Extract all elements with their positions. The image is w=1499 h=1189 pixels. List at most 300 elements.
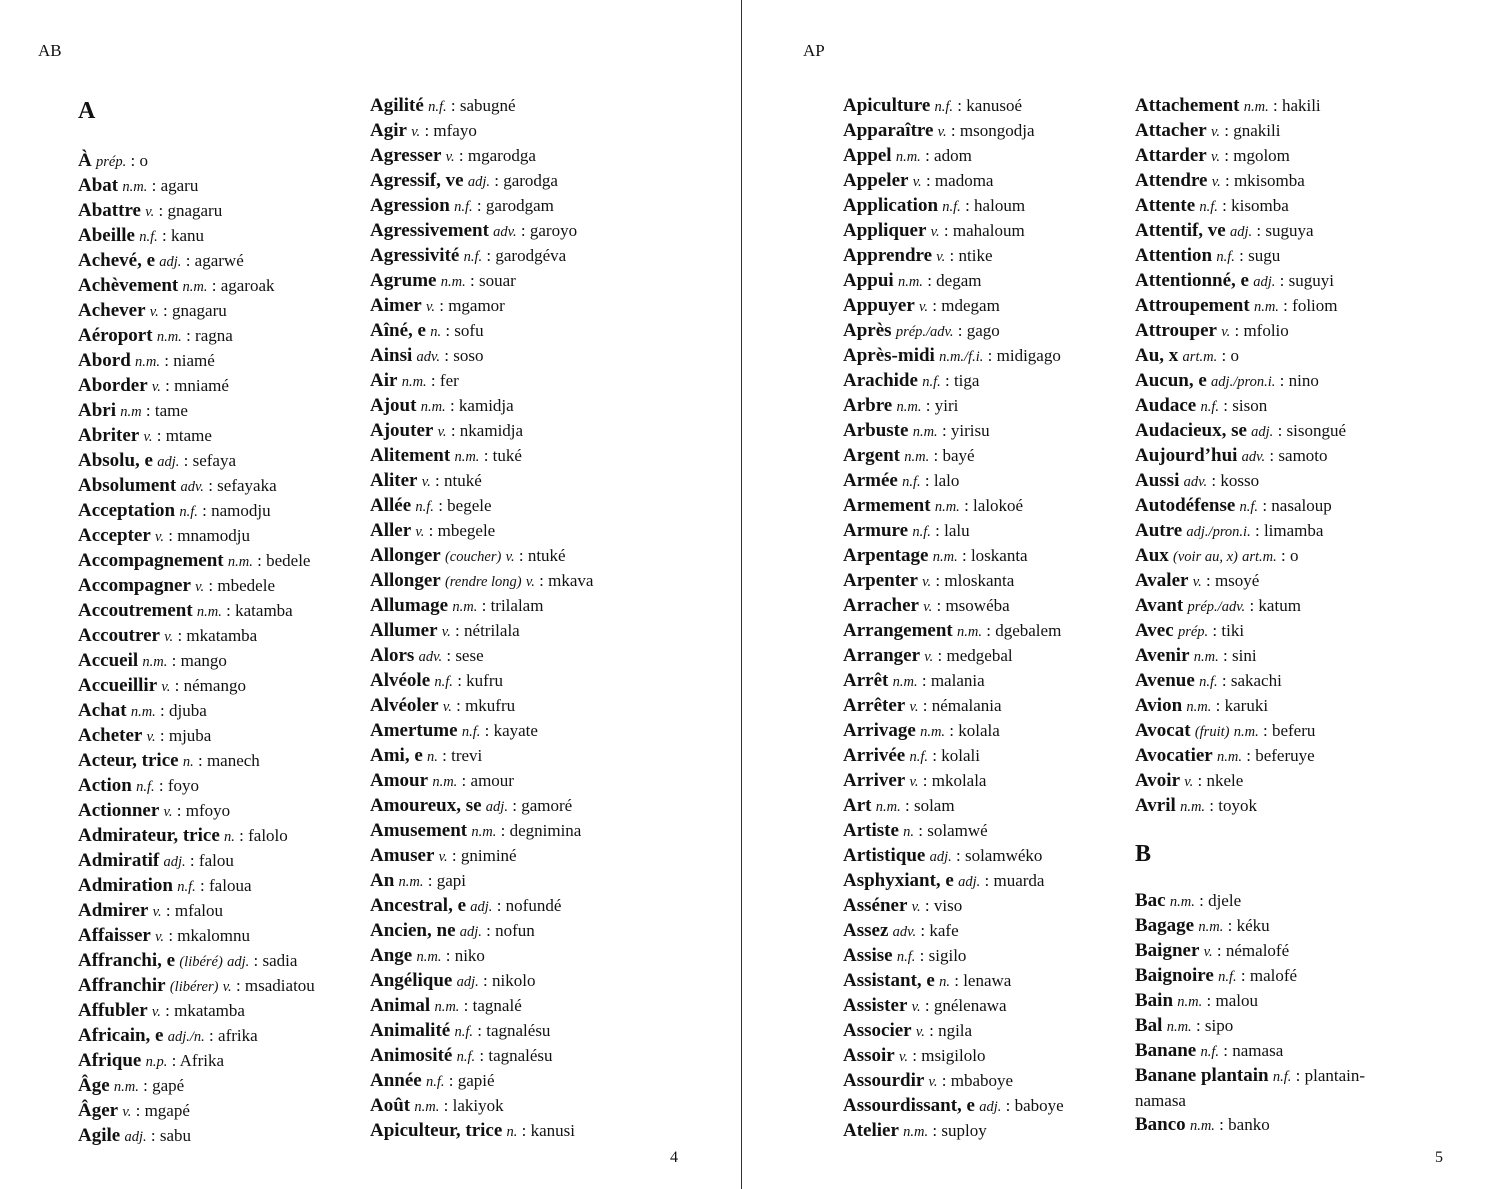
- dictionary-entry: Août n.m. : lakiyok: [370, 1095, 504, 1116]
- entry-headword: Air: [370, 370, 398, 391]
- entry-part-of-speech: n.f.: [463, 249, 483, 265]
- dictionary-entry: Allumer v. : nétrilala: [370, 620, 520, 641]
- entry-headword: Amoureux, se: [370, 795, 482, 816]
- entry-headword: Assise: [843, 945, 893, 966]
- entry-part-of-speech: n.f.: [912, 524, 931, 540]
- dictionary-entry: Ajouter v. : nkamidja: [370, 420, 524, 441]
- entry-part-of-speech: v.: [445, 149, 455, 165]
- entry-part-of-speech: adv.: [1183, 474, 1208, 490]
- entry-part-of-speech: n.m.: [401, 374, 427, 390]
- dictionary-entry: Avaler v. : msoyé: [1135, 570, 1260, 591]
- dictionary-entry: Abeille n.f. : kanu: [78, 225, 205, 246]
- dictionary-entry: Argent n.m. : bayé: [843, 445, 975, 466]
- dictionary-entry: Armement n.m. : lalokoé: [843, 495, 1024, 516]
- entry-translation: nasaloup: [1271, 496, 1332, 515]
- dictionary-entry: Abat n.m. : agaru: [78, 175, 199, 196]
- dictionary-entry: Admirateur, trice n. : falolo: [78, 825, 288, 846]
- entry-part-of-speech: n.m.: [130, 704, 156, 720]
- entry-headword: Asphyxiant, e: [843, 870, 954, 891]
- dictionary-entry: Attendre v. : mkisomba: [1135, 170, 1305, 191]
- dictionary-entry: Attroupement n.m. : foliom: [1135, 295, 1338, 316]
- dictionary-entry: Affubler v. : mkatamba: [78, 1000, 245, 1021]
- dictionary-entry: Alvéoler v. : mkufru: [370, 695, 516, 716]
- entry-headword: Amertume: [370, 720, 458, 741]
- entry-headword: An: [370, 870, 395, 891]
- entry-translation: sese: [455, 646, 484, 665]
- dictionary-entry: Abattre v. : gnagaru: [78, 200, 223, 221]
- entry-sense-note: (fruit): [1194, 724, 1230, 740]
- entry-part-of-speech: v.: [923, 599, 933, 615]
- entry-headword: Avenue: [1135, 670, 1195, 691]
- entry-translation: foyo: [167, 776, 200, 795]
- entry-translation: namodju: [211, 501, 271, 520]
- entry-headword: Appel: [843, 145, 892, 166]
- entry-headword: Attroupement: [1135, 295, 1250, 316]
- dictionary-entry: Avocatier n.m. : beferuye: [1135, 745, 1315, 766]
- entry-translation: garodgam: [485, 196, 554, 215]
- entry-headword: Aux: [1135, 545, 1169, 566]
- entry-translation: kisomba: [1231, 196, 1289, 215]
- entry-part-of-speech: v.: [937, 124, 947, 140]
- entry-headword: Appuyer: [843, 295, 915, 316]
- entry-translation: begele: [447, 496, 492, 515]
- entry-part-of-speech: v.: [915, 1024, 925, 1040]
- entry-headword: Apprendre: [843, 245, 933, 266]
- entry-translation: suguya: [1265, 221, 1314, 240]
- entry-translation: mgapé: [144, 1101, 190, 1120]
- entry-translation: gnagaru: [167, 201, 223, 220]
- dictionary-entry: Agressivité n.f. : garodgéva: [370, 245, 567, 266]
- entry-sense-note: (coucher): [444, 549, 502, 565]
- entry-headword: Accoutrement: [78, 600, 193, 621]
- dictionary-entry: An n.m. : gapi: [370, 870, 467, 891]
- entry-headword: Appui: [843, 270, 894, 291]
- dictionary-entry: Ami, e n. : trevi: [370, 745, 483, 766]
- entry-part-of-speech: adj.: [227, 954, 250, 970]
- dictionary-entry: Arrêt n.m. : malania: [843, 670, 985, 691]
- dictionary-entry: Animal n.m. : tagnalé: [370, 995, 522, 1016]
- entry-translation: souar: [478, 271, 516, 290]
- entry-translation: manech: [206, 751, 260, 770]
- dictionary-entry: Apiculteur, trice n. : kanusi: [370, 1120, 576, 1141]
- entry-part-of-speech: n.m.: [895, 149, 921, 165]
- entry-part-of-speech: n.m.: [471, 824, 497, 840]
- entry-headword: Avril: [1135, 795, 1176, 816]
- entry-part-of-speech: adj./n.: [167, 1029, 205, 1045]
- entry-part-of-speech: adv.: [892, 924, 917, 940]
- entry-part-of-speech: n.m.: [904, 449, 930, 465]
- dictionary-entry: Achat n.m. : djuba: [78, 700, 207, 721]
- entry-part-of-speech: n.f.: [934, 99, 954, 115]
- entry-part-of-speech: n.m.: [896, 399, 922, 415]
- entry-part-of-speech: v.: [155, 929, 165, 945]
- entry-headword: Agile: [78, 1125, 121, 1146]
- entry-headword: Arachide: [843, 370, 918, 391]
- dictionary-entry: Apparaître v. : msongodja: [843, 120, 1035, 141]
- dictionary-entry: Abriter v. : mtame: [78, 425, 212, 446]
- entry-headword: Amusement: [370, 820, 468, 841]
- dictionary-entry: Autre adj./pron.i. : limamba: [1135, 520, 1324, 541]
- entry-part-of-speech: prép./adv.: [895, 324, 954, 340]
- dictionary-entry: Afrique n.p. : Afrika: [78, 1050, 224, 1071]
- entry-part-of-speech: art.m.: [1182, 349, 1218, 365]
- dictionary-entry: Arrangement n.m. : dgebalem: [843, 620, 1062, 641]
- entry-headword: Allumer: [370, 620, 438, 641]
- dictionary-entry: Avocat (fruit) n.m. : beferu: [1135, 720, 1316, 741]
- dictionary-entry: Affranchi, e (libéré) adj. : sadia: [78, 950, 298, 971]
- entry-part-of-speech: n.m.: [135, 354, 161, 370]
- entry-headword: Armure: [843, 520, 909, 541]
- entry-translation: djele: [1208, 891, 1242, 910]
- entry-translation: garodgéva: [495, 246, 567, 265]
- entry-part-of-speech: n.m.: [875, 799, 901, 815]
- entry-part-of-speech: n.m.: [1233, 724, 1259, 740]
- entry-headword: Arrivée: [843, 745, 906, 766]
- entry-translation: gniminé: [460, 846, 517, 865]
- entry-headword: Acheter: [78, 725, 143, 746]
- entry-part-of-speech: v.: [898, 1049, 908, 1065]
- entry-list: [370, 94, 656, 1144]
- entry-part-of-speech: n.m.: [196, 604, 222, 620]
- entry-part-of-speech: n.: [224, 829, 235, 845]
- entry-headword: Admirateur, trice: [78, 825, 220, 846]
- entry-part-of-speech: n.f.: [1200, 399, 1220, 415]
- dictionary-entry: Accompagnement n.m. : bedele: [78, 550, 311, 571]
- entry-part-of-speech: v.: [149, 304, 159, 320]
- entry-translation: tuké: [492, 446, 522, 465]
- dictionary-entry: Assistant, e n. : lenawa: [843, 970, 1012, 991]
- dictionary-entry: Appui n.m. : degam: [843, 270, 982, 291]
- entry-headword: Bal: [1135, 1015, 1163, 1036]
- entry-translation: trilalam: [490, 596, 544, 615]
- entry-translation: mfayo: [433, 121, 477, 140]
- entry-translation: niko: [454, 946, 485, 965]
- entry-headword: Amour: [370, 770, 429, 791]
- entry-part-of-speech: n.m.: [1193, 649, 1219, 665]
- entry-translation: ntuké: [527, 546, 566, 565]
- dictionary-entry: Attachement n.m. : hakili: [1135, 95, 1321, 116]
- entry-headword: Admiratif: [78, 850, 160, 871]
- dictionary-entry: Aucun, e adj./pron.i. : nino: [1135, 370, 1319, 391]
- entry-part-of-speech: v.: [911, 999, 921, 1015]
- entry-translation: loskanta: [970, 546, 1028, 565]
- entry-part-of-speech: n.m.: [1180, 799, 1206, 815]
- dictionary-entry: Attente n.f. : kisomba: [1135, 195, 1289, 216]
- entry-part-of-speech: n.m.: [1216, 749, 1242, 765]
- entry-part-of-speech: n.m.: [142, 654, 168, 670]
- entry-part-of-speech: n.m.: [897, 274, 923, 290]
- right-page: [742, 0, 1499, 1189]
- entry-headword: Avocatier: [1135, 745, 1213, 766]
- entry-part-of-speech: v.: [911, 899, 921, 915]
- entry-translation: sefayaka: [217, 476, 277, 495]
- entry-translation: gapé: [152, 1076, 185, 1095]
- entry-headword: Août: [370, 1095, 411, 1116]
- dictionary-entry: Apiculture n.f. : kanusoé: [843, 95, 1022, 116]
- dictionary-entry: Animalité n.f. : tagnalésu: [370, 1020, 551, 1041]
- entry-part-of-speech: n.m.: [1169, 894, 1195, 910]
- entry-translation: foliom: [1292, 296, 1338, 315]
- entry-headword: Apiculteur, trice: [370, 1120, 503, 1141]
- left-page: [0, 0, 741, 1189]
- dictionary-entry: Avril n.m. : toyok: [1135, 795, 1258, 816]
- entry-part-of-speech: v.: [222, 979, 232, 995]
- entry-headword: Assister: [843, 995, 908, 1016]
- entry-headword: Assoir: [843, 1045, 895, 1066]
- dictionary-entry: Ancestral, e adj. : nofundé: [370, 895, 562, 916]
- entry-part-of-speech: n.f.: [456, 1049, 476, 1065]
- dictionary-entry: Agrume n.m. : souar: [370, 270, 516, 291]
- entry-headword: Avec: [1135, 620, 1174, 641]
- page-number: 5: [1435, 1149, 1443, 1166]
- entry-headword: Arpenter: [843, 570, 918, 591]
- entry-part-of-speech: adj./pron.i.: [1211, 374, 1276, 390]
- entry-translation: limamba: [1263, 521, 1324, 540]
- dictionary-entry: Banane n.f. : namasa: [1135, 1040, 1284, 1061]
- entry-part-of-speech: n.f.: [454, 199, 473, 215]
- entry-part-of-speech: n.p.: [145, 1054, 168, 1070]
- dictionary-entry: Assise n.f. : sigilo: [843, 945, 967, 966]
- entry-part-of-speech: n.f.: [1216, 249, 1235, 265]
- entry-translation: sakachi: [1230, 671, 1282, 690]
- entry-headword: Atelier: [843, 1120, 899, 1141]
- dictionary-entry: Autodéfense n.f. : nasaloup: [1135, 495, 1332, 516]
- entry-part-of-speech: v.: [1211, 124, 1220, 140]
- entry-headword: Art: [843, 795, 872, 816]
- entry-translation: tagnalésu: [488, 1046, 553, 1065]
- running-head: AP: [803, 41, 825, 60]
- dictionary-entry: Aborder v. : mniamé: [78, 375, 229, 396]
- entry-part-of-speech: adj.: [157, 454, 180, 470]
- dictionary-entry: Appel n.m. : adom: [843, 145, 972, 166]
- entry-translation: malania: [930, 671, 985, 690]
- dictionary-entry: Bagage n.m. : kéku: [1135, 915, 1270, 936]
- dictionary-entry: Aller v. : mbegele: [370, 520, 496, 541]
- entry-headword: Audace: [1135, 395, 1197, 416]
- entry-headword: Acteur, trice: [78, 750, 179, 771]
- entry-headword: Achat: [78, 700, 127, 721]
- dictionary-entry: Admirer v. : mfalou: [78, 900, 223, 921]
- entry-part-of-speech: v.: [924, 649, 934, 665]
- entry-translation: mkisomba: [1233, 171, 1305, 190]
- entry-headword: Abeille: [78, 225, 135, 246]
- dictionary-entry: Banane plantain n.f. : plantain-namasa: [1135, 1065, 1366, 1110]
- entry-part-of-speech: n.f.: [902, 474, 921, 490]
- entry-part-of-speech: v.: [442, 699, 452, 715]
- entry-translation: degam: [936, 271, 982, 290]
- dictionary-entry: Après-midi n.m./f.i. : midigago: [843, 345, 1061, 366]
- entry-translation: sini: [1232, 646, 1257, 665]
- entry-headword: Aujourd’hui: [1135, 445, 1238, 466]
- entry-part-of-speech: adj.: [470, 899, 493, 915]
- dictionary-entry: Aux (voir au, x) art.m. : o: [1135, 545, 1299, 566]
- entry-part-of-speech: adv.: [493, 224, 517, 240]
- dictionary-entry: Alitement n.m. : tuké: [370, 445, 522, 466]
- entry-part-of-speech: adj./pron.i.: [1186, 524, 1251, 540]
- entry-headword: Ancestral, e: [370, 895, 467, 916]
- entry-part-of-speech: v.: [1192, 574, 1202, 590]
- entry-translation: ntuké: [443, 471, 482, 490]
- entry-part-of-speech: n.f.: [1199, 199, 1218, 215]
- entry-part-of-speech: n.: [430, 324, 442, 340]
- entry-headword: Achevé, e: [78, 250, 156, 271]
- entry-translation: nino: [1288, 371, 1319, 390]
- entry-translation: msoyé: [1214, 571, 1260, 590]
- entry-headword: À: [78, 150, 92, 171]
- entry-headword: Abattre: [78, 200, 141, 221]
- dictionary-entry: Ajout n.m. : kamidja: [370, 395, 514, 416]
- entry-headword: Allonger: [370, 570, 441, 591]
- entry-translation: beferuye: [1255, 746, 1315, 765]
- dictionary-entry: Agression n.f. : garodgam: [370, 195, 554, 216]
- dictionary-entry: Africain, e adj./n. : afrika: [78, 1025, 258, 1046]
- dictionary-entry: Amoureux, se adj. : gamoré: [370, 795, 573, 816]
- entry-headword: Alors: [370, 645, 415, 666]
- entry-translation: agaru: [160, 176, 199, 195]
- entry-headword: Arrivage: [843, 720, 916, 741]
- dictionary-entry: Attention n.f. : sugu: [1135, 245, 1281, 266]
- entry-translation: katum: [1258, 596, 1301, 615]
- entry-translation: gapi: [436, 871, 467, 890]
- entry-headword: Artistique: [843, 845, 926, 866]
- entry-headword: Appliquer: [843, 220, 927, 241]
- entry-translation: mniamé: [174, 376, 229, 395]
- dictionary-entry: Amusement n.m. : degnimina: [370, 820, 582, 841]
- entry-headword: Agressivité: [370, 245, 460, 266]
- entry-part-of-speech: n.f.: [1239, 499, 1259, 515]
- entry-translation: sefaya: [192, 451, 237, 470]
- entry-part-of-speech: v.: [146, 729, 156, 745]
- entry-part-of-speech: adj.: [1253, 274, 1276, 290]
- dictionary-entry: Arracher v. : msowéba: [843, 595, 1010, 616]
- entry-part-of-speech: v.: [919, 299, 929, 315]
- running-head: AB: [38, 41, 62, 60]
- entry-headword: Apiculture: [843, 95, 931, 116]
- entry-headword: Banco: [1135, 1114, 1186, 1135]
- entry-headword: Accueil: [78, 650, 139, 671]
- entry-translation: mkatamba: [186, 626, 258, 645]
- entry-headword: Assistant, e: [843, 970, 935, 991]
- entry-translation: msigilolo: [921, 1046, 986, 1065]
- dictionary-entry: Armure n.f. : lalu: [843, 520, 970, 541]
- entry-translation: hakili: [1281, 96, 1321, 115]
- entry-headword: Abord: [78, 350, 131, 371]
- dictionary-entry: Animosité n.f. : tagnalésu: [370, 1045, 553, 1066]
- entry-translation: muarda: [993, 871, 1045, 890]
- entry-headword: Avion: [1135, 695, 1183, 716]
- dictionary-entry: Appliquer v. : mahaloum: [843, 220, 1025, 241]
- entry-translation: mkolala: [931, 771, 987, 790]
- entry-part-of-speech: v.: [195, 579, 205, 595]
- dictionary-entry: Accompagner v. : mbedele: [78, 575, 275, 596]
- entry-part-of-speech: n.m.: [1166, 1019, 1192, 1035]
- entry-part-of-speech: n.f.: [1200, 1044, 1220, 1060]
- dictionary-entry: Allumage n.m. : trilalam: [370, 595, 544, 616]
- entry-headword: Achèvement: [78, 275, 179, 296]
- dictionary-entry: Achevé, e adj. : agarwé: [78, 250, 244, 271]
- entry-headword: Assez: [843, 920, 889, 941]
- dictionary-column: [78, 94, 364, 1149]
- entry-translation: trevi: [451, 746, 483, 765]
- entry-translation: msowéba: [945, 596, 1010, 615]
- entry-translation: nofundé: [505, 896, 562, 915]
- entry-part-of-speech: n.m.: [1189, 1118, 1215, 1134]
- dictionary-entry: Abri n.m : tame: [78, 400, 188, 421]
- entry-translation: gamoré: [521, 796, 573, 815]
- entry-headword: Aliter: [370, 470, 418, 491]
- entry-part-of-speech: adj.: [929, 849, 952, 865]
- entry-headword: Accompagner: [78, 575, 191, 596]
- entry-part-of-speech: adv.: [180, 479, 204, 495]
- entry-headword: Arbuste: [843, 420, 909, 441]
- entry-part-of-speech: n.m.: [1198, 919, 1224, 935]
- entry-translation: mbegele: [437, 521, 496, 540]
- entry-translation: garoyo: [529, 221, 578, 240]
- entry-headword: Animalité: [370, 1020, 451, 1041]
- dictionary-entry: Assez adv. : kafe: [843, 920, 959, 941]
- dictionary-entry: Attarder v. : mgolom: [1135, 145, 1290, 166]
- letter-heading: B: [1135, 841, 1152, 867]
- entry-headword: Achever: [78, 300, 146, 321]
- entry-translation: falou: [198, 851, 234, 870]
- entry-part-of-speech: v.: [151, 379, 161, 395]
- entry-headword: Bagage: [1135, 915, 1195, 936]
- entry-headword: Armée: [843, 470, 898, 491]
- entry-headword: Affaisser: [78, 925, 151, 946]
- dictionary-entry: Admiration n.f. : faloua: [78, 875, 252, 896]
- dictionary-entry: Avion n.m. : karuki: [1135, 695, 1269, 716]
- entry-translation: sisongué: [1286, 421, 1347, 440]
- entry-headword: Abri: [78, 400, 116, 421]
- entry-translation: mjuba: [168, 726, 212, 745]
- entry-part-of-speech: prép.: [1177, 624, 1209, 640]
- entry-headword: Banane plantain: [1135, 1065, 1269, 1086]
- dictionary-entry: Aujourd’hui adv. : samoto: [1135, 445, 1328, 466]
- entry-translation: mfoyo: [185, 801, 231, 820]
- entry-translation: bayé: [942, 446, 975, 465]
- entry-part-of-speech: adj.: [1230, 224, 1253, 240]
- entry-headword: Banane: [1135, 1040, 1197, 1061]
- entry-translation: lalu: [944, 521, 970, 540]
- entry-headword: Arpentage: [843, 545, 929, 566]
- entry-part-of-speech: adv.: [416, 349, 440, 365]
- entry-translation: mloskanta: [944, 571, 1015, 590]
- entry-part-of-speech: n.f.: [1199, 674, 1218, 690]
- entry-headword: Autre: [1135, 520, 1183, 541]
- dictionary-entry: Apprendre v. : ntike: [843, 245, 993, 266]
- entry-translation: o: [1290, 546, 1299, 565]
- dictionary-entry: Agile adj. : sabu: [78, 1125, 192, 1146]
- entry-translation: gago: [966, 321, 1000, 340]
- dictionary-entry: Absolu, e adj. : sefaya: [78, 450, 237, 471]
- dictionary-entry: Art n.m. : solam: [843, 795, 955, 816]
- entry-part-of-speech: v.: [441, 624, 451, 640]
- entry-headword: Application: [843, 195, 939, 216]
- entry-part-of-speech: n.f.: [177, 879, 196, 895]
- dictionary-entry: Artiste n. : solamwé: [843, 820, 988, 841]
- dictionary-entry: Alors adv. : sese: [370, 645, 484, 666]
- dictionary-entry: Après prép./adv. : gago: [843, 320, 1000, 341]
- dictionary-entry: Baigner v. : némalofé: [1135, 940, 1290, 961]
- page-number: 4: [670, 1149, 678, 1166]
- entry-translation: agarwé: [194, 251, 244, 270]
- dictionary-entry: Assoir v. : msigilolo: [843, 1045, 986, 1066]
- entry-part-of-speech: n.m.: [1186, 699, 1212, 715]
- entry-translation: tagnalé: [472, 996, 522, 1015]
- dictionary-entry: Accepter v. : mnamodju: [78, 525, 250, 546]
- entry-translation: nkele: [1206, 771, 1244, 790]
- entry-translation: mtame: [165, 426, 212, 445]
